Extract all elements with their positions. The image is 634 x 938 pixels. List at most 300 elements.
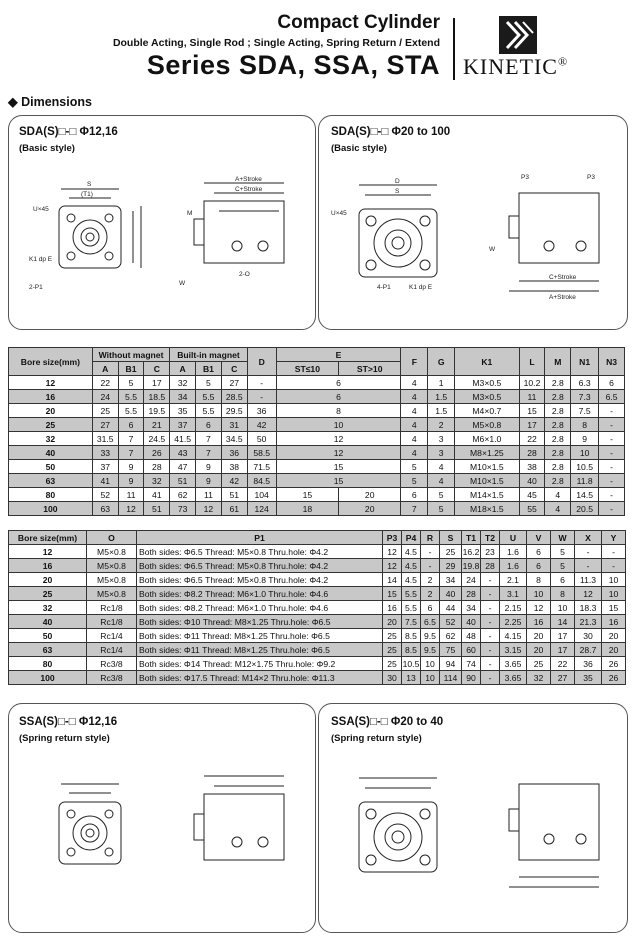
- table-cell: 27: [92, 418, 118, 432]
- table-cell: 23: [481, 545, 500, 559]
- kinetic-logo-icon: [499, 16, 537, 54]
- svg-text:A+Stroke: A+Stroke: [235, 176, 262, 183]
- table-cell: -: [481, 657, 500, 671]
- table-cell: M3×0.5: [455, 376, 519, 390]
- table-cell: 20.5: [571, 502, 599, 516]
- table-cell: 3: [428, 446, 455, 460]
- table-cell: M10×1.5: [455, 460, 519, 474]
- table-cell: 5.5: [118, 390, 144, 404]
- sda-large-side-drawing: [489, 171, 619, 306]
- table-cell: -: [481, 573, 500, 587]
- table-cell: M8×1.25: [455, 446, 519, 460]
- table-cell: 61: [221, 502, 247, 516]
- table-cell: M3×0.5: [455, 390, 519, 404]
- table-cell: 25: [9, 418, 93, 432]
- table-cell: 6: [276, 390, 401, 404]
- table-cell: 42: [221, 474, 247, 488]
- table-cell: 24: [462, 573, 481, 587]
- table-cell: 5: [118, 376, 144, 390]
- table-cell: 12: [575, 587, 602, 601]
- table-cell: -: [602, 545, 626, 559]
- table-cell: 5.5: [196, 404, 222, 418]
- table-cell: 1: [428, 376, 455, 390]
- table-cell: 36: [247, 404, 276, 418]
- sda-small-front-drawing: [29, 171, 149, 301]
- table-cell: 2.8: [545, 418, 571, 432]
- table-cell: 80: [9, 657, 87, 671]
- series-title: Series SDA, SSA, STA: [146, 50, 440, 80]
- table-cell: 28.7: [575, 643, 602, 657]
- table-cell: Both sides: Φ14 Thread: M12×1.75 Thru.hole: Φ9.2: [137, 657, 383, 671]
- table-cell: 6.5: [421, 615, 440, 629]
- table-cell: 5: [401, 460, 428, 474]
- table-cell: -: [481, 615, 500, 629]
- table-cell: 25: [440, 545, 462, 559]
- table-cell: 40: [9, 615, 87, 629]
- panel-title: SSA(S)□-□ Φ12,16: [19, 716, 118, 728]
- table-cell: -: [481, 643, 500, 657]
- doc-title: Compact Cylinder: [277, 12, 440, 33]
- table-cell: M14×1.5: [455, 488, 519, 502]
- table-cell: 41.5: [170, 432, 196, 446]
- table-cell: Both sides: Φ8.2 Thread: M6×1.0 Thru.hole: Φ4.6: [137, 601, 383, 615]
- table-cell: -: [599, 502, 625, 516]
- table-cell: 5: [196, 376, 222, 390]
- table-cell: 9: [196, 460, 222, 474]
- table-cell: 5: [551, 545, 575, 559]
- panel-title: SSA(S)□-□ Φ20 to 40: [331, 716, 444, 728]
- ssa-large-front-drawing: [329, 764, 469, 904]
- table-cell: -: [247, 390, 276, 404]
- svg-text:(T1): (T1): [81, 191, 93, 198]
- table-cell: 1.6: [500, 559, 527, 573]
- table-cell: 7.5: [571, 404, 599, 418]
- table-cell: 8.5: [402, 643, 421, 657]
- table-cell: 62: [170, 488, 196, 502]
- table-cell: 29.5: [221, 404, 247, 418]
- table-cell: 32: [9, 432, 93, 446]
- svg-text:A+Stroke: A+Stroke: [549, 294, 576, 301]
- table-row: [9, 545, 626, 559]
- table-cell: 104: [247, 488, 276, 502]
- table-cell: 40: [440, 587, 462, 601]
- table-row: [9, 615, 626, 629]
- svg-text:P3: P3: [521, 174, 529, 181]
- table-cell: 6.5: [599, 390, 625, 404]
- table-header-cell: Y: [602, 531, 626, 545]
- table-cell: 18: [276, 502, 338, 516]
- table-cell: 10: [602, 587, 626, 601]
- table-cell: M10×1.5: [455, 474, 519, 488]
- table-header-cell: R: [421, 531, 440, 545]
- table-cell: 48: [462, 629, 481, 643]
- table-cell: 6: [276, 376, 401, 390]
- table-cell: 10: [421, 657, 440, 671]
- table-cell: 4: [401, 404, 428, 418]
- table-cell: -: [421, 545, 440, 559]
- svg-text:C+Stroke: C+Stroke: [235, 186, 263, 193]
- table-cell: 41: [144, 488, 170, 502]
- table-cell: 20: [339, 488, 401, 502]
- table-cell: 35: [575, 671, 602, 685]
- panel-style: (Basic style): [19, 143, 75, 154]
- table-row: [9, 446, 625, 460]
- table-row: [9, 390, 625, 404]
- svg-text:K1 dp E: K1 dp E: [29, 256, 53, 263]
- table-cell: 8: [571, 418, 599, 432]
- table-cell: Rc1/4: [87, 643, 137, 657]
- table-cell: 37: [170, 418, 196, 432]
- table-cell: 114: [440, 671, 462, 685]
- table-cell: 17: [551, 643, 575, 657]
- svg-text:C+Stroke: C+Stroke: [549, 274, 577, 281]
- table-cell: 28.5: [221, 390, 247, 404]
- table-cell: M5×0.8: [87, 559, 137, 573]
- table-cell: 58.5: [247, 446, 276, 460]
- table-cell: 6: [551, 573, 575, 587]
- table-cell: 1.6: [500, 545, 527, 559]
- table-cell: 5.5: [402, 601, 421, 615]
- table-cell: -: [575, 559, 602, 573]
- table-cell: 16: [9, 559, 87, 573]
- table-cell: -: [599, 432, 625, 446]
- table-cell: 11: [196, 488, 222, 502]
- table-cell: 26: [144, 446, 170, 460]
- table-cell: 36: [575, 657, 602, 671]
- table-cell: Rc1/8: [87, 601, 137, 615]
- table-cell: 2.8: [545, 404, 571, 418]
- table-cell: M5×0.8: [455, 418, 519, 432]
- svg-text:S: S: [395, 188, 400, 195]
- table-cell: 11.3: [575, 573, 602, 587]
- table-cell: 24: [92, 390, 118, 404]
- table-cell: 5.5: [196, 390, 222, 404]
- table-cell: 10: [571, 446, 599, 460]
- table-cell: 4.5: [402, 559, 421, 573]
- table-cell: 12: [383, 559, 402, 573]
- table-cell: 12: [9, 376, 93, 390]
- table-cell: 22: [551, 657, 575, 671]
- table-cell: 25: [383, 643, 402, 657]
- table-header-cell: W: [551, 531, 575, 545]
- table-cell: 9: [571, 432, 599, 446]
- table-cell: 50: [9, 460, 93, 474]
- svg-text:W: W: [489, 246, 496, 253]
- table-cell: 16.2: [462, 546, 480, 557]
- table-cell: 7: [196, 446, 222, 460]
- table-cell: 55: [519, 502, 545, 516]
- table-row: [9, 573, 626, 587]
- table-cell: 90: [462, 671, 481, 685]
- svg-text:D: D: [395, 178, 400, 185]
- svg-text:U×45: U×45: [331, 210, 347, 217]
- table-cell: 74: [462, 657, 481, 671]
- ssa-small-side-drawing: [179, 764, 304, 899]
- table-cell: 17: [519, 418, 545, 432]
- table-cell: 6: [527, 545, 551, 559]
- table-cell: 50: [9, 629, 87, 643]
- table-cell: 25: [9, 587, 87, 601]
- table-cell: 12: [118, 502, 144, 516]
- table-cell: 26: [602, 671, 626, 685]
- table-cell: -: [481, 587, 500, 601]
- table-cell: 31.5: [92, 432, 118, 446]
- table-cell: 60: [462, 643, 481, 657]
- table-cell: 10: [276, 418, 401, 432]
- table-cell: 63: [9, 474, 93, 488]
- table-cell: 40: [519, 474, 545, 488]
- table-header-cell: X: [575, 531, 602, 545]
- table-cell: 2: [421, 573, 440, 587]
- dimensions-table-2: [8, 530, 626, 685]
- table-cell: 5: [401, 474, 428, 488]
- table-cell: Rc3/8: [87, 657, 137, 671]
- table-cell: 4: [401, 418, 428, 432]
- table-cell: 2.8: [545, 460, 571, 474]
- table-cell: 4: [545, 488, 571, 502]
- table-cell: 16: [9, 390, 93, 404]
- table-row: [9, 404, 625, 418]
- table-header-cell: T1: [462, 531, 481, 545]
- table-cell: Both sides: Φ11 Thread: M8×1.25 Thru.hole: Φ6.5: [137, 629, 383, 643]
- dimensions-table-1: Bore size(mm) Without magnet Built-in magnet D E F G K1 L M N1 N3 A B1 C A B1 C ST≤10 ST>10 12 22 5 17 32 5 27 - 6 4 1 M3×0.5 10.2 2.8 6.3 6 16 24 5.5 18.5 34 5.5 28.5 - 6 4 1.5 M3×0.5 11 2.8 7.3 6.5 20 25 5.5 19.5 35 5.5 29.5 36 8 4 1.5 M4×0.7 15 2.8 7.5 - 25 27 6 21 37 6 31 42 10 4 2 M5×0.8 17 2.8 8 - 32 31.5 7 24.5 41.5 7 34.5 50 12 4 3 M6×1.0 22 2.8 9 - 40 33 7 26 43 7 36 58.5 12 4 3 M8×1.25 28 2.8 10 - 50 37 9 28 47 9 38 71.5 15 5 4 M10×1.5 38 2.8 10.5 - 63 41 9 32 51 9 42 84.5 15 5 4 M10×1.5 40 2.8 11.8 - 80 52 11 41 62 11 51 104 15 20 6 5 M14×1.5 45 4 14.5 - 100 63 12 51 73 12 61 124 18 20 7 5 M18×1.5 55 4 20.5 -: [8, 347, 625, 516]
- table-cell: 13: [402, 671, 421, 685]
- table-row: [9, 657, 626, 671]
- svg-text:4-P1: 4-P1: [377, 284, 391, 291]
- table-cell: 3.15: [500, 643, 527, 657]
- table-cell: 28: [519, 446, 545, 460]
- table-cell: 43: [170, 446, 196, 460]
- table-row: [9, 559, 626, 573]
- table-cell: Both sides: Φ10 Thread: M8×1.25 Thru.hole: Φ6.5: [137, 615, 383, 629]
- table-cell: 5.5: [118, 404, 144, 418]
- table-cell: 2.8: [545, 474, 571, 488]
- table-cell: -: [599, 418, 625, 432]
- table-cell: 124: [247, 502, 276, 516]
- table-cell: 15: [519, 404, 545, 418]
- table-cell: 52: [440, 615, 462, 629]
- table-cell: 51: [144, 502, 170, 516]
- table-header-cell: U: [500, 531, 527, 545]
- svg-text:S: S: [87, 181, 92, 188]
- table-cell: 3.65: [500, 657, 527, 671]
- table-cell: 7: [118, 446, 144, 460]
- table-cell: 36: [221, 446, 247, 460]
- panel-title: SDA(S)□-□ Φ12,16: [19, 126, 118, 138]
- table-cell: -: [599, 446, 625, 460]
- table-cell: 28: [462, 587, 481, 601]
- table-cell: 10: [602, 573, 626, 587]
- table-cell: 15: [602, 601, 626, 615]
- table-cell: 15: [276, 488, 338, 502]
- table-cell: 14.5: [571, 488, 599, 502]
- table-cell: 14: [551, 615, 575, 629]
- table-cell: 30: [575, 629, 602, 643]
- table-cell: 10: [421, 671, 440, 685]
- table-cell: 29: [440, 559, 462, 573]
- table-cell: 80: [9, 488, 93, 502]
- table-header-cell: Bore size(mm): [9, 531, 87, 545]
- table-cell: 7: [196, 432, 222, 446]
- table-cell: -: [599, 488, 625, 502]
- table-cell: 10.5: [402, 658, 420, 669]
- table-cell: 51: [221, 488, 247, 502]
- ssa-large-side-drawing: [489, 759, 619, 904]
- table-cell: 17: [144, 376, 170, 390]
- table-cell: 15: [383, 587, 402, 601]
- panel-style: (Spring return style): [331, 733, 422, 744]
- table-header-cell: V: [527, 531, 551, 545]
- table-cell: 9.5: [421, 643, 440, 657]
- table-cell: 3: [428, 432, 455, 446]
- table-cell: 12: [9, 545, 87, 559]
- table-cell: 4.5: [402, 545, 421, 559]
- table-cell: 32: [170, 376, 196, 390]
- table-cell: 3.1: [500, 587, 527, 601]
- table-cell: 28: [481, 559, 500, 573]
- table-cell: 24.5: [144, 432, 170, 446]
- ssa-small-front-drawing: [29, 764, 149, 899]
- panel-title: SDA(S)□-□ Φ20 to 100: [331, 126, 451, 138]
- table-cell: 2.8: [545, 446, 571, 460]
- table-cell: 9: [118, 474, 144, 488]
- table-cell: 34: [462, 601, 481, 615]
- table-cell: M18×1.5: [455, 502, 519, 516]
- table-cell: 12: [527, 601, 551, 615]
- table-cell: 9.5: [421, 629, 440, 643]
- table-cell: 75: [440, 643, 462, 657]
- table-cell: 20: [9, 404, 93, 418]
- sda-small-panel: [8, 115, 316, 330]
- doc-subtitle: Double Acting, Single Rod ; Single Acting, Spring Return / Extend: [112, 37, 440, 49]
- table-cell: 16: [602, 615, 626, 629]
- table-cell: 2.25: [500, 615, 527, 629]
- table-row: [9, 671, 626, 685]
- header-divider: [453, 18, 455, 80]
- table-cell: -: [575, 545, 602, 559]
- table-cell: 27: [551, 671, 575, 685]
- table-cell: 6: [599, 376, 625, 390]
- table-cell: 52: [92, 488, 118, 502]
- table-cell: 47: [170, 460, 196, 474]
- table-cell: 34.5: [221, 432, 247, 446]
- table-cell: 6: [527, 559, 551, 573]
- table-cell: 9: [118, 460, 144, 474]
- table-cell: 10.5: [571, 460, 599, 474]
- table-cell: 7: [118, 432, 144, 446]
- table-cell: 37: [92, 460, 118, 474]
- table-cell: 25: [383, 629, 402, 643]
- ssa-large-panel: [318, 703, 628, 933]
- table-cell: -: [599, 474, 625, 488]
- table-cell: 32: [527, 671, 551, 685]
- table-cell: 41: [92, 474, 118, 488]
- table-cell: Both sides: Φ11 Thread: M8×1.25 Thru.hole: Φ6.5: [137, 643, 383, 657]
- table-cell: 27: [221, 376, 247, 390]
- table-cell: 2.8: [545, 432, 571, 446]
- table-row: [9, 629, 626, 643]
- table-cell: 7: [401, 502, 428, 516]
- table-cell: 10.2: [519, 376, 545, 390]
- table-cell: 15: [276, 474, 401, 488]
- table-cell: 1.5: [428, 404, 455, 418]
- table-cell: 2: [421, 587, 440, 601]
- table-cell: 20: [9, 573, 87, 587]
- table-cell: 4.15: [500, 629, 527, 643]
- table-row: [9, 502, 625, 516]
- table-header-cell: P4: [402, 531, 421, 545]
- table-cell: 15: [276, 460, 401, 474]
- table-cell: -: [421, 559, 440, 573]
- table-cell: 9: [196, 474, 222, 488]
- table-cell: 6: [421, 601, 440, 615]
- svg-text:K1 dp E: K1 dp E: [409, 284, 433, 291]
- panel-style: (Basic style): [331, 143, 387, 154]
- table-cell: 28: [144, 460, 170, 474]
- svg-text:P3: P3: [587, 174, 595, 181]
- table-cell: 25: [92, 404, 118, 418]
- table-cell: 25: [527, 657, 551, 671]
- table-cell: 5: [428, 488, 455, 502]
- table-cell: 22: [519, 432, 545, 446]
- table-cell: -: [247, 376, 276, 390]
- table-cell: 38: [221, 460, 247, 474]
- table-row: [9, 587, 626, 601]
- table-cell: 51: [170, 474, 196, 488]
- table-cell: 12: [276, 432, 401, 446]
- panel-style: (Spring return style): [19, 733, 110, 744]
- table-cell: 84.5: [247, 474, 276, 488]
- table-cell: 20: [339, 502, 401, 516]
- table-header-cell: P1: [137, 531, 383, 545]
- table-cell: Both sides: Φ8.2 Thread: M6×1.0 Thru.hole: Φ4.6: [137, 587, 383, 601]
- table-cell: 5: [551, 559, 575, 573]
- table-cell: 12: [383, 545, 402, 559]
- table-cell: 6: [196, 418, 222, 432]
- table-cell: 31: [221, 418, 247, 432]
- table-cell: 34: [170, 390, 196, 404]
- table-cell: 14: [383, 573, 402, 587]
- table-cell: 100: [9, 502, 93, 516]
- table-cell: 26: [602, 657, 626, 671]
- table-cell: 21: [144, 418, 170, 432]
- table-header-cell: P3: [383, 531, 402, 545]
- table-cell: Rc3/8: [87, 671, 137, 685]
- sda-large-panel: [318, 115, 628, 330]
- table-cell: 3.65: [500, 671, 527, 685]
- table-cell: 6: [401, 488, 428, 502]
- table-cell: 40: [462, 615, 481, 629]
- table-cell: 8: [551, 587, 575, 601]
- sda-large-front-drawing: [329, 171, 469, 301]
- svg-text:M: M: [187, 210, 193, 217]
- table-cell: 20: [527, 643, 551, 657]
- table-cell: M4×0.7: [455, 404, 519, 418]
- table-cell: 8: [527, 573, 551, 587]
- table-cell: Both sides: Φ6.5 Thread: M5×0.8 Thru.hole: Φ4.2: [137, 559, 383, 573]
- table-cell: 33: [92, 446, 118, 460]
- table-header-cell: S: [440, 531, 462, 545]
- table-cell: 63: [9, 643, 87, 657]
- table-cell: 5.5: [402, 587, 421, 601]
- table-cell: 2: [428, 418, 455, 432]
- table-cell: 35: [170, 404, 196, 418]
- table-cell: 18.5: [144, 390, 170, 404]
- svg-text:2-O: 2-O: [239, 271, 250, 278]
- table-cell: 71.5: [247, 460, 276, 474]
- table-cell: 20: [383, 615, 402, 629]
- table-cell: 34: [440, 573, 462, 587]
